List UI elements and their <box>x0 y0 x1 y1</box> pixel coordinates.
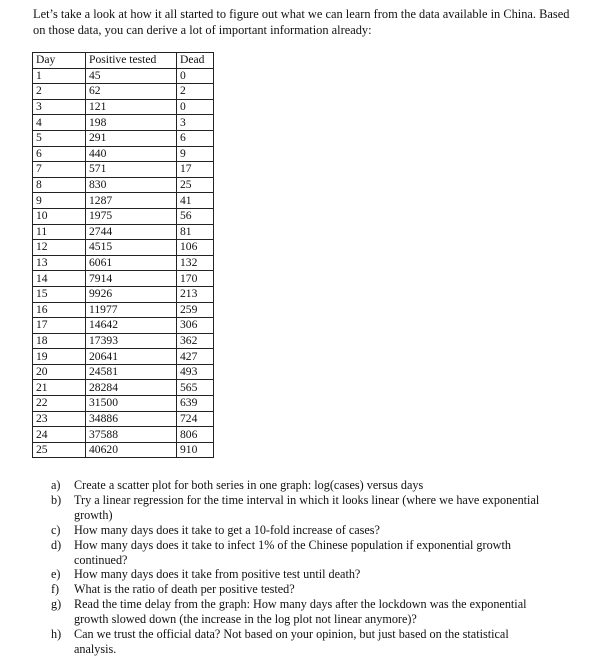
cell-positive-tested: 440 <box>86 146 177 162</box>
question-marker: h) <box>51 627 62 642</box>
covid-data-table <box>32 52 214 458</box>
cell-positive-tested: 28284 <box>86 380 177 396</box>
question-text: What is the ratio of death per positive tested? <box>74 582 295 597</box>
cell-day: 14 <box>33 271 86 287</box>
cell-dead: 81 <box>177 224 214 240</box>
table-row <box>33 333 214 349</box>
question-marker: a) <box>51 478 61 492</box>
table-row <box>33 255 214 271</box>
cell-day: 12 <box>33 240 86 256</box>
table-row <box>33 286 214 302</box>
question-text: Can we trust the official data? Not based on your opinion, but just based on the statistical analysis. <box>74 627 509 656</box>
cell-dead: 259 <box>177 302 214 318</box>
cell-positive-tested: 9926 <box>86 286 177 302</box>
cell-day: 24 <box>33 427 86 443</box>
cell-dead: 565 <box>177 380 214 396</box>
cell-day: 3 <box>33 99 86 115</box>
header-dead: Dead <box>177 53 214 69</box>
question-item <box>51 537 554 568</box>
cell-day: 21 <box>33 380 86 396</box>
table-row <box>33 318 214 334</box>
question-text: How many days does it take to get a 10-fold increase of cases? <box>74 522 380 537</box>
cell-day: 16 <box>33 302 86 318</box>
question-text: How many days does it take from positive test until death? <box>74 567 361 582</box>
question-marker: c) <box>51 522 61 537</box>
cell-positive-tested: 17393 <box>86 333 177 349</box>
cell-day: 22 <box>33 396 86 412</box>
table-row <box>33 115 214 131</box>
table-row <box>33 208 214 224</box>
cell-dead: 132 <box>177 255 214 271</box>
table-header-row <box>33 53 214 69</box>
cell-positive-tested: 830 <box>86 177 177 193</box>
table-row <box>33 130 214 146</box>
cell-dead: 6 <box>177 130 214 146</box>
table-row <box>33 442 214 458</box>
cell-dead: 25 <box>177 177 214 193</box>
cell-dead: 2 <box>177 84 214 100</box>
question-text: Read the time delay from the graph: How many days after the lockdown was the exponential growth slowed down (the increase in the log plot not linear anymore)? <box>74 597 527 627</box>
cell-positive-tested: 1975 <box>86 208 177 224</box>
cell-dead: 17 <box>177 162 214 178</box>
cell-positive-tested: 34886 <box>86 411 177 427</box>
cell-dead: 427 <box>177 349 214 365</box>
cell-day: 6 <box>33 146 86 162</box>
question-item <box>51 597 554 627</box>
cell-positive-tested: 45 <box>86 68 177 84</box>
cell-positive-tested: 7914 <box>86 271 177 287</box>
table-row <box>33 396 214 412</box>
cell-positive-tested: 121 <box>86 99 177 115</box>
cell-day: 17 <box>33 318 86 334</box>
question-marker: f) <box>51 582 60 597</box>
cell-day: 19 <box>33 349 86 365</box>
cell-dead: 493 <box>177 364 214 380</box>
cell-dead: 0 <box>177 68 214 84</box>
cell-positive-tested: 291 <box>86 130 177 146</box>
table-row <box>33 349 214 365</box>
header-positive-tested: Positive tested <box>86 53 177 69</box>
cell-day: 7 <box>33 162 86 178</box>
cell-dead: 639 <box>177 396 214 412</box>
cell-positive-tested: 198 <box>86 115 177 131</box>
cell-day: 15 <box>33 286 86 302</box>
table-row <box>33 146 214 162</box>
cell-day: 5 <box>33 130 86 146</box>
cell-day: 23 <box>33 411 86 427</box>
cell-positive-tested: 62 <box>86 84 177 100</box>
cell-positive-tested: 37588 <box>86 427 177 443</box>
table-row <box>33 271 214 287</box>
cell-dead: 0 <box>177 99 214 115</box>
cell-dead: 106 <box>177 240 214 256</box>
table-row <box>33 193 214 209</box>
cell-dead: 724 <box>177 411 214 427</box>
cell-day: 25 <box>33 442 86 458</box>
intro-paragraph: Let’s take a look at how it all started to figure out what we can learn from the data available in China. Based on those data, you can derive a lot of important information already: <box>33 7 570 37</box>
table-row <box>33 162 214 178</box>
table-body <box>33 68 214 458</box>
question-item <box>51 478 554 493</box>
cell-dead: 3 <box>177 115 214 131</box>
cell-dead: 56 <box>177 208 214 224</box>
cell-positive-tested: 2744 <box>86 224 177 240</box>
question-marker: e) <box>51 567 61 582</box>
table-row <box>33 411 214 427</box>
question-marker: d) <box>51 537 62 552</box>
cell-dead: 41 <box>177 193 214 209</box>
cell-day: 9 <box>33 193 86 209</box>
question-text: How many days does it take to infect 1% of the Chinese population if exponential growth continued? <box>74 537 511 567</box>
cell-day: 18 <box>33 333 86 349</box>
cell-dead: 170 <box>177 271 214 287</box>
table-row <box>33 427 214 443</box>
cell-positive-tested: 4515 <box>86 240 177 256</box>
table-row <box>33 68 214 84</box>
cell-day: 8 <box>33 177 86 193</box>
cell-dead: 213 <box>177 286 214 302</box>
question-item <box>51 582 554 597</box>
question-text: Try a linear regression for the time interval in which it looks linear (where we have exponential growth) <box>74 492 540 522</box>
question-list <box>51 478 554 657</box>
header-day: Day <box>33 53 86 69</box>
table-row <box>33 240 214 256</box>
cell-day: 2 <box>33 84 86 100</box>
cell-day: 11 <box>33 224 86 240</box>
question-item <box>51 567 554 582</box>
cell-day: 20 <box>33 364 86 380</box>
cell-day: 4 <box>33 115 86 131</box>
cell-positive-tested: 24581 <box>86 364 177 380</box>
cell-positive-tested: 14642 <box>86 318 177 334</box>
cell-dead: 306 <box>177 318 214 334</box>
question-marker: b) <box>51 492 62 507</box>
cell-positive-tested: 1287 <box>86 193 177 209</box>
cell-dead: 9 <box>177 146 214 162</box>
cell-dead: 806 <box>177 427 214 443</box>
cell-positive-tested: 6061 <box>86 255 177 271</box>
table-row <box>33 364 214 380</box>
cell-dead: 362 <box>177 333 214 349</box>
cell-positive-tested: 31500 <box>86 396 177 412</box>
table-row <box>33 302 214 318</box>
cell-day: 10 <box>33 208 86 224</box>
table-row <box>33 380 214 396</box>
cell-day: 1 <box>33 68 86 84</box>
table-row <box>33 84 214 100</box>
cell-positive-tested: 571 <box>86 162 177 178</box>
cell-day: 13 <box>33 255 86 271</box>
question-marker: g) <box>51 597 62 612</box>
cell-positive-tested: 20641 <box>86 349 177 365</box>
question-item <box>51 627 554 657</box>
cell-positive-tested: 40620 <box>86 442 177 458</box>
question-text: Create a scatter plot for both series in one graph: log(cases) versus days <box>74 478 424 492</box>
table-row <box>33 99 214 115</box>
table-row <box>33 177 214 193</box>
question-item <box>51 522 554 538</box>
table-row <box>33 224 214 240</box>
question-item <box>51 492 554 523</box>
cell-positive-tested: 11977 <box>86 302 177 318</box>
cell-dead: 910 <box>177 442 214 458</box>
